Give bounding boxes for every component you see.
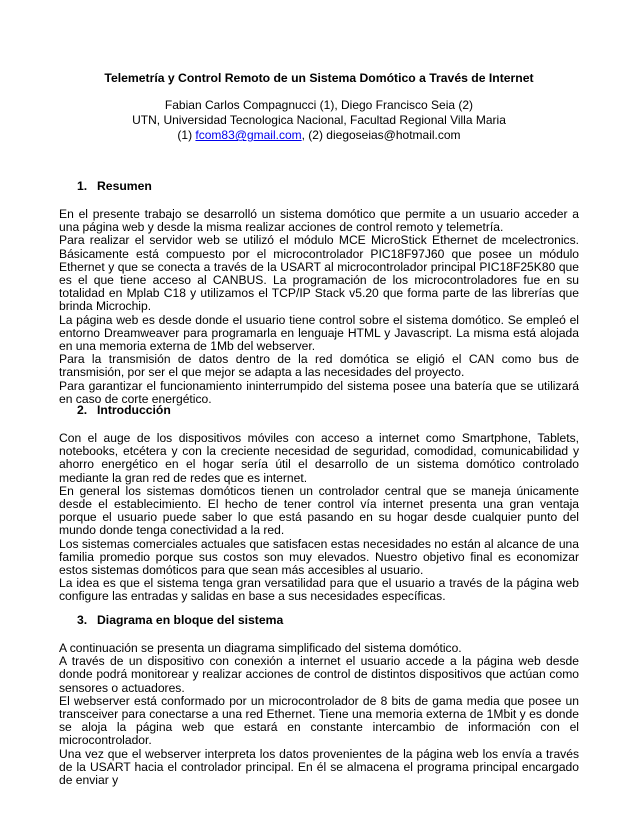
paragraph: Para garantizar el funcionamiento ininterrumpido del sistema posee una batería que se utilizará en caso de corte energético. [59, 378, 579, 406]
authors-line: Fabian Carlos Compagnucci (1), Diego Francisco Seia (2) [164, 98, 474, 112]
paragraph: Los sistemas comerciales actuales que satisfacen estas necesidades no están al alcance de una familia promedio porque sus costos son muy elevados. Nuestro objetivo final es economizar estos sistemas domóticos para que sean más accesibles al usuario. [59, 536, 579, 578]
paragraph: En general los sistemas domóticos tienen un controlador central que se maneja únicamente desde el establecimiento. El hecho de tener control vía internet presenta una gran ventaja porque el usuario puede saber lo que está pasando en su hogar desde cualquier punto del mundo donde tenga conectividad a la red. [59, 483, 579, 538]
email-prefix: (1) [177, 128, 196, 142]
section-diagrama [59, 613, 579, 787]
author-block [59, 98, 579, 143]
affiliation-line: UTN, Universidad Tecnologica Nacional, Facultad Regional Villa Maria [132, 113, 506, 127]
paragraph: A continuación se presenta un diagrama simplificado del sistema domótico. [59, 641, 462, 655]
paragraph: La idea es que el sistema tenga gran versatilidad para que el usuario a través de la página web configure las entradas y salidas en base a sus necesidades específicas. [59, 576, 579, 604]
paragraph: A través de un dispositivo con conexión a internet el usuario accede a la página web desde donde podrá monitorear y realizar acciones de control de distintos dispositivos que actúan como sensores o actuadores. [59, 654, 579, 695]
section-introduccion [59, 403, 579, 604]
paragraph: Para realizar el servidor web se utilizó el módulo MCE MicroStick Ethernet de mcelectronics. Básicamente está compuesto por el microcontrolador PIC18F97J60 que posee un módulo Ethernet y que se conecta a través de la USART al microcontrolador principal PIC18F25K80 que es el que tiene acceso al CANBUS. La programación de los microcontroladores fue en su totalidad en Mplab C18 y utilizamos el TCP/IP Stack v5.20 que forma parte de las librerías que brinda Microchip. [59, 233, 579, 314]
paper-title: Telemetría y Control Remoto de un Sistema Domótico a Través de Internet [104, 71, 534, 85]
paragraph: Con el auge de los dispositivos móviles con acceso a internet como Smartphone, Tablets, notebooks, etcétera y con la creciente necesidad de seguridad, comodidad, comunicabilidad y ahorro energético en el hogar sería útil el desarrollo de un sistema domótico controlado mediante la gran red de redes que es internet. [59, 431, 579, 485]
paragraph: Para la transmisión de datos dentro de la red domótica se eligió el CAN como bus de transmisión, por ser el que mejor se adapta a las necesidades del proyecto. [59, 352, 579, 380]
section-number: 3. [77, 613, 88, 627]
section-number: 1. [77, 179, 88, 193]
email-link[interactable]: fcom83@gmail.com [195, 128, 302, 142]
section-title: Introducción [97, 403, 171, 417]
section-heading [59, 179, 579, 194]
section-title: Diagrama en bloque del sistema [97, 613, 284, 627]
paragraph: La página web es desde donde el usuario tiene control sobre el sistema domótico. Se empleó el entorno Dreamweaver para programarla en lenguaje HTML y Javascript. La misma está alojada en una memoria externa de 1Mb del webserver. [59, 312, 579, 354]
section-heading [59, 403, 579, 418]
section-resumen [59, 179, 579, 406]
section-number: 2. [77, 403, 88, 417]
section-body [59, 432, 579, 604]
paragraph: Una vez que el webserver interpreta los datos provenientes de la página web los envía a través de la USART hacia el controlador principal. En él se almacena el programa principal encargado de enviar y [59, 746, 579, 788]
section-body [59, 208, 579, 406]
section-title: Resumen [97, 179, 152, 193]
section-heading [59, 613, 579, 628]
paragraph: En el presente trabajo se desarrolló un sistema domótico que permite a un usuario acceder a una página web y desde la misma realizar acciones de control remoto y telemetría. [59, 207, 579, 235]
email-suffix: , (2) diegoseias@hotmail.com [301, 128, 461, 142]
email-line [59, 128, 579, 143]
paragraph: El webserver está conformado por un microcontrolador de 8 bits de gama media que posee un transceiver para conectarse a una red Ethernet. Tiene una memoria externa de 1Mbit y es donde se aloja la página web que estará en constante intercambio de información con el microcontrolador. [59, 693, 579, 748]
section-body [59, 642, 579, 787]
